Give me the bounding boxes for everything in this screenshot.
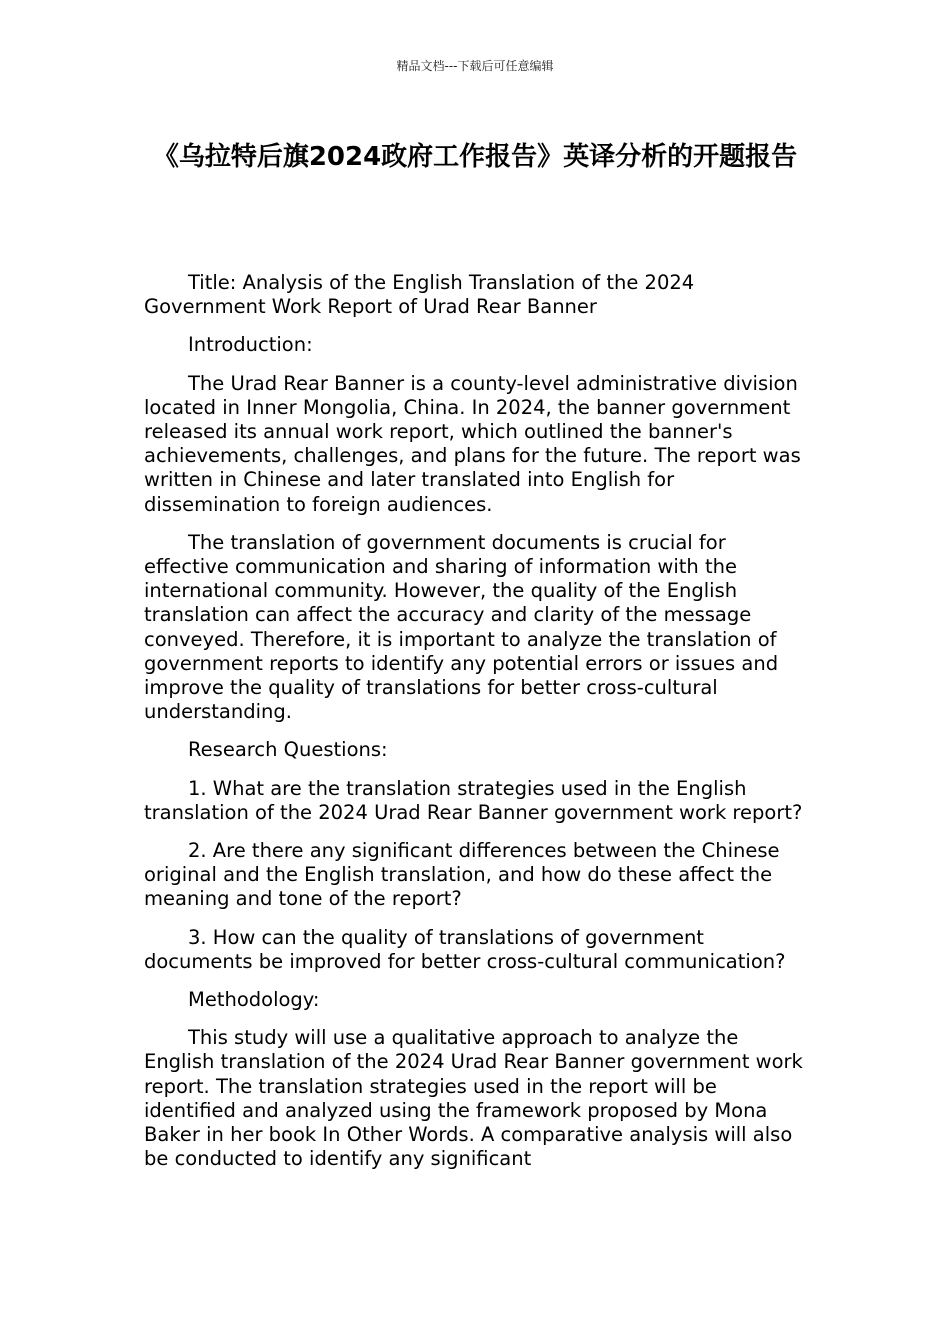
header-note: 精品文档---下载后可任意编辑 bbox=[396, 59, 554, 73]
section-heading-introduction: Introduction: bbox=[188, 333, 313, 357]
paragraph: This study will use a qualitative approach to analyze the English translation of the 2024 Urad Rear Banner government work report. The translation strategies used in the report will be identified and analyzed using the framework proposed by Mona Baker in her book In Other Words. A comparative analysis will also be conducted to identify any significant bbox=[144, 1026, 803, 1171]
section-heading-research-questions: Research Questions: bbox=[188, 738, 388, 762]
research-question: 2. Are there any significant differences between the Chinese original and the English translation, and how do these affect the meaning and tone of the report? bbox=[144, 839, 780, 911]
paragraph-title-line: Title: Analysis of the English Translation of the 2024 Government Work Report of Urad Rear Banner bbox=[144, 271, 695, 319]
paragraph: The Urad Rear Banner is a county-level administrative division located in Inner Mongolia, China. In 2024, the banner government released its annual work report, which outlined the banner's achievements, challenges, and plans for the future. The report was written in Chinese and later translated into English for dissemination to foreign audiences. bbox=[144, 371, 801, 516]
research-question: 1. What are the translation strategies used in the English translation of the 2024 Urad Rear Banner government work report? bbox=[144, 776, 803, 824]
section-heading-methodology: Methodology: bbox=[188, 988, 320, 1012]
document-body bbox=[144, 271, 806, 1186]
research-question: 3. How can the quality of translations of government documents be improved for better cross-cultural communication? bbox=[144, 925, 786, 973]
paragraph: The translation of government documents is crucial for effective communication and sharing of information with the international community. However, the quality of the English translation can affect the accuracy and clarity of the message conveyed. Therefore, it is important to analyze the translation of government reports to identify any potential errors or issues and improve the quality of translations for better cross-cultural understanding. bbox=[144, 530, 779, 724]
document-title: 《乌拉特后旗2024政府工作报告》英译分析的开题报告 bbox=[152, 142, 798, 172]
